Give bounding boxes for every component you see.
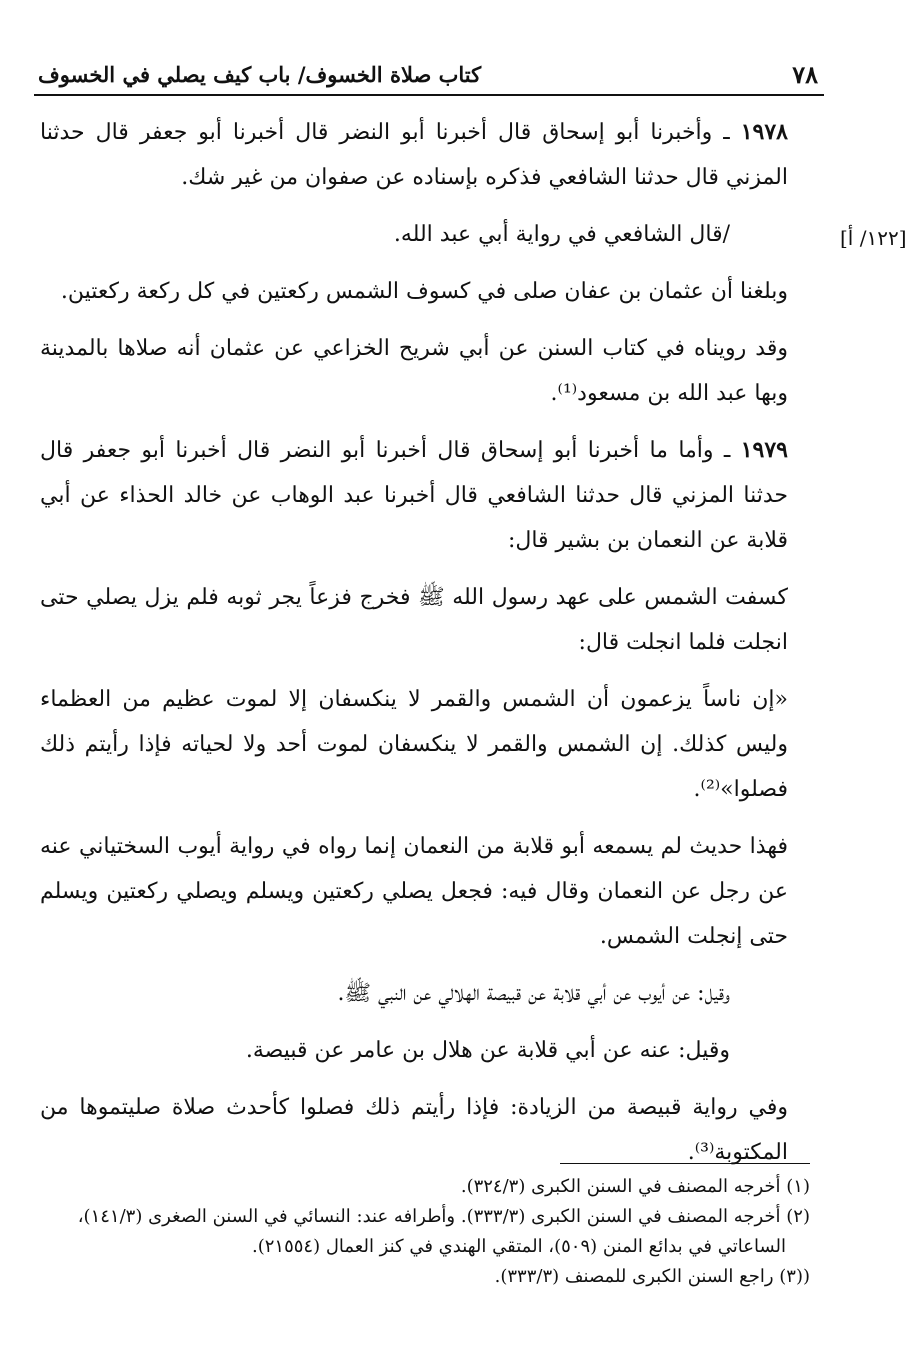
paragraph-text: وبلغنا أن عثمان بن عفان صلى في كسوف الشمس ركعتين في كل ركعة ركعتين.	[60, 279, 788, 304]
paragraph-text: /قال الشافعي في رواية أبي عبد الله.	[393, 222, 730, 247]
page-number: ٧٨	[792, 60, 818, 89]
paragraph	[40, 1085, 810, 1175]
footnotes	[48, 1172, 810, 1292]
paragraph	[40, 326, 810, 416]
paragraph-text: وقد رويناه في كتاب السنن عن أبي شريح الخزاعي عن عثمان أنه صلاها بالمدينة وبها عبد الله بن مسعود⁽¹⁾.	[40, 336, 788, 406]
footnote: ((٣) راجع السنن الكبرى للمصنف (٣٣٣/٣).	[494, 1266, 810, 1287]
paragraph-hadith-1979	[40, 428, 810, 563]
paragraph-text: وقيل: عن أيوب عن أبي قلابة عن قبيصة الهلالي عن النبي ﷺ.	[337, 981, 730, 1006]
paragraph	[40, 269, 810, 314]
paragraph-text: ـ وأخبرنا أبو إسحاق قال أخبرنا أبو النضر قال أخبرنا أبو جعفر قال حدثنا المزني قال حدثنا الشافعي فذكره بإسناده عن صفوان من غير شك.	[40, 120, 788, 190]
paragraph	[40, 824, 810, 959]
paragraph-text: كسفت الشمس على عهد رسول الله ﷺ فخرج فزعاً يجر ثوبه فلم يزل يصلي حتى انجلت فلما انجلت قال:	[40, 585, 788, 655]
footnote: (١) أخرجه المصنف في السنن الكبرى (٣٢٤/٣).	[460, 1176, 810, 1197]
hadith-number: ١٩٧٨	[740, 119, 788, 145]
paragraph	[40, 212, 810, 257]
paragraph-text: ـ وأما ما أخبرنا أبو إسحاق قال أخبرنا أبو النضر قال أخبرنا أبو جعفر قال حدثنا المزني قال حدثنا الشافعي قال أخبرنا عبد الوهاب عن خالد الحذاء عن أبي قلابة عن النعمان بن بشير قال:	[40, 438, 788, 553]
running-title: كتاب صلاة الخسوف/ باب كيف يصلي في الخسوف	[38, 62, 482, 87]
footnote-continuation: الساعاتي في بدائع المنن (٥٠٩)، المتقي الهندي في كنز العمال (٢١٥٥٤).	[251, 1236, 786, 1257]
paragraph-text: «إن ناساً يزعمون أن الشمس والقمر لا ينكسفان إلا لموت عظيم من العظماء وليس كذلك. إن الشمس والقمر لا ينكسفان لموت أحد ولا لحياته فإذا رأيتم ذلك فصلوا»⁽²⁾.	[40, 687, 788, 802]
paragraph-text: وفي رواية قبيصة من الزيادة: فإذا رأيتم ذلك فصلوا كأحدث صلاة صليتموها من المكتوبة⁽³⁾.	[40, 1095, 788, 1165]
margin-folio-note: [١٢٢/ أ]	[840, 226, 907, 250]
paragraph	[40, 971, 810, 1016]
hadith-number: ١٩٧٩	[740, 437, 788, 463]
paragraph-hadith-1978	[40, 110, 810, 200]
main-text	[40, 110, 810, 1187]
paragraph	[40, 1028, 810, 1073]
paragraph-text: وقيل: عنه عن أبي قلابة عن هلال بن عامر عن قبيصة.	[245, 1038, 730, 1063]
paragraph	[40, 575, 810, 665]
paragraph-text: فهذا حديث لم يسمعه أبو قلابة من النعمان إنما رواه في رواية أيوب السختياني عنه عن رجل عن النعمان وقال فيه: فجعل يصلي ركعتين ويسلم ويصلي ركعتين ويسلم حتى إنجلت الشمس.	[40, 834, 788, 949]
footnote-separator	[560, 1163, 810, 1164]
paragraph	[40, 677, 810, 812]
page-header	[34, 58, 824, 96]
footnote: (٢) أخرجه المصنف في السنن الكبرى (٣٣٣/٣). وأطرافه عند: النسائي في السنن الصغرى (١٤١/٣)،	[77, 1206, 810, 1227]
